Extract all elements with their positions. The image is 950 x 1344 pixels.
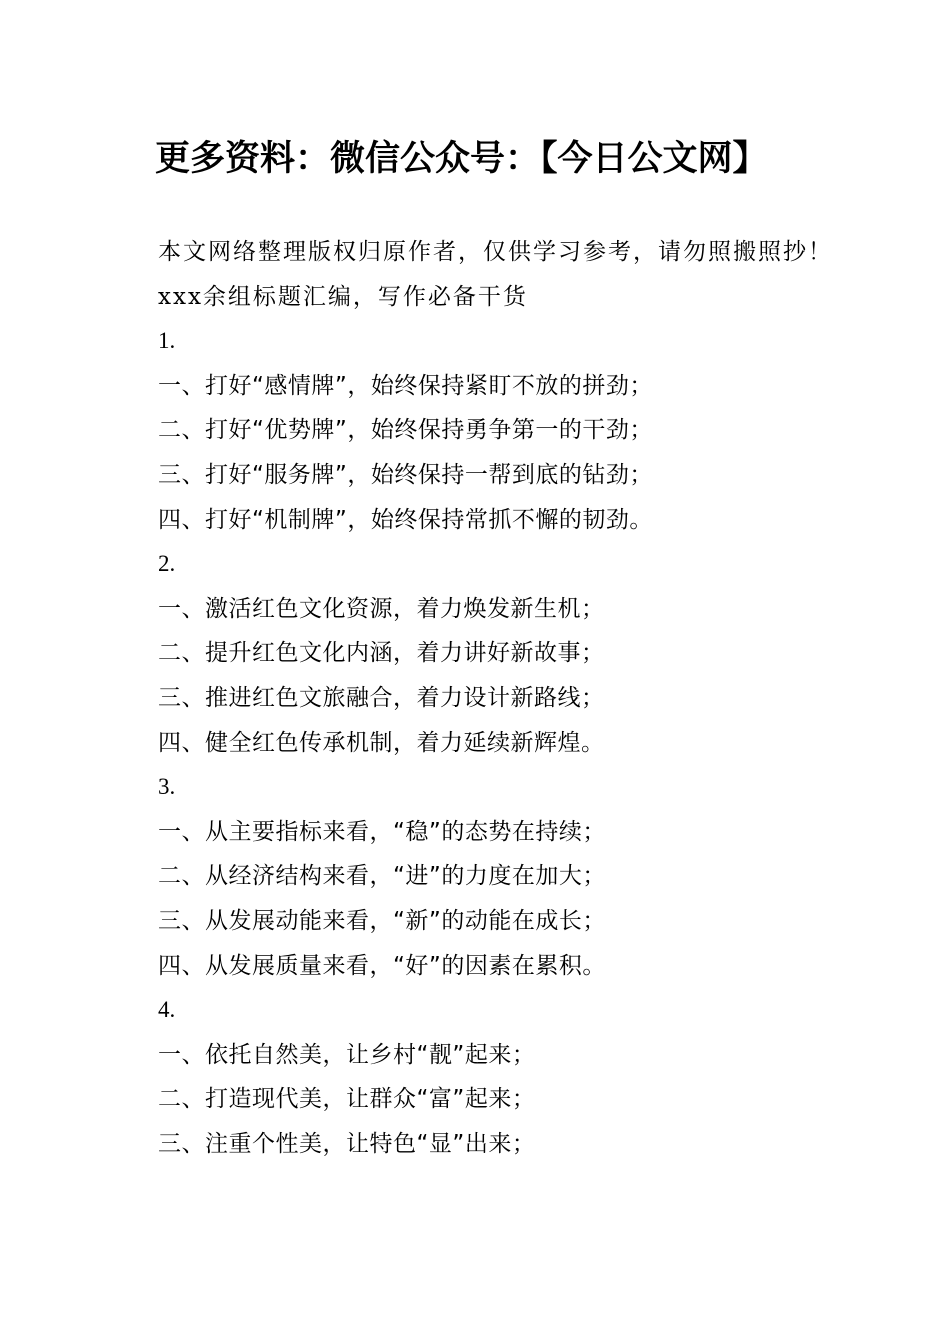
list-item: 一、打好“感情牌”，始终保持紧盯不放的拼劲；	[158, 372, 653, 399]
list-item: 四、打好“机制牌”，始终保持常抓不懈的韧劲。	[158, 506, 653, 533]
list-item: 四、健全红色传承机制，着力延续新辉煌。	[158, 729, 605, 756]
group-number: 3.	[158, 774, 176, 800]
list-item: 二、打好“优势牌”，始终保持勇争第一的干劲；	[158, 417, 653, 444]
heading-group-4	[158, 988, 918, 1166]
list-item: 四、从发展质量来看，“好”的因素在累积。	[158, 952, 606, 979]
list-item: 一、激活红色文化资源，着力焕发新生机；	[158, 595, 605, 622]
document-subtitle: xxx余组标题汇编，写作必备干货	[158, 283, 528, 310]
list-item: 一、依托自然美，让乡村“靓”起来；	[158, 1041, 536, 1068]
list-item: 三、从发展动能来看，“新”的动能在成长；	[158, 907, 606, 934]
list-item: 二、提升红色文化内涵，着力讲好新故事；	[158, 640, 605, 667]
document-body	[158, 230, 918, 1166]
list-item: 一、从主要指标来看，“稳”的态势在持续；	[158, 818, 606, 845]
copyright-notice: 本文网络整理版权归原作者，仅供学习参考，请勿照搬照抄！	[158, 239, 833, 265]
page-title: 更多资料：微信公众号：【今日公文网】	[155, 138, 768, 179]
group-number: 4.	[158, 997, 176, 1023]
heading-group-1	[158, 319, 918, 542]
list-item: 二、打造现代美，让群众“富”起来；	[158, 1086, 536, 1113]
list-item: 三、推进红色文旅融合，着力设计新路线；	[158, 684, 605, 711]
list-item: 三、打好“服务牌”，始终保持一帮到底的钻劲；	[158, 461, 653, 488]
heading-group-2	[158, 542, 918, 765]
list-item: 二、从经济结构来看，“进”的力度在加大；	[158, 863, 606, 890]
group-number: 2.	[158, 551, 176, 577]
list-item: 三、注重个性美，让特色“显”出来；	[158, 1130, 536, 1157]
group-number: 1.	[158, 328, 176, 354]
heading-group-3	[158, 765, 918, 988]
